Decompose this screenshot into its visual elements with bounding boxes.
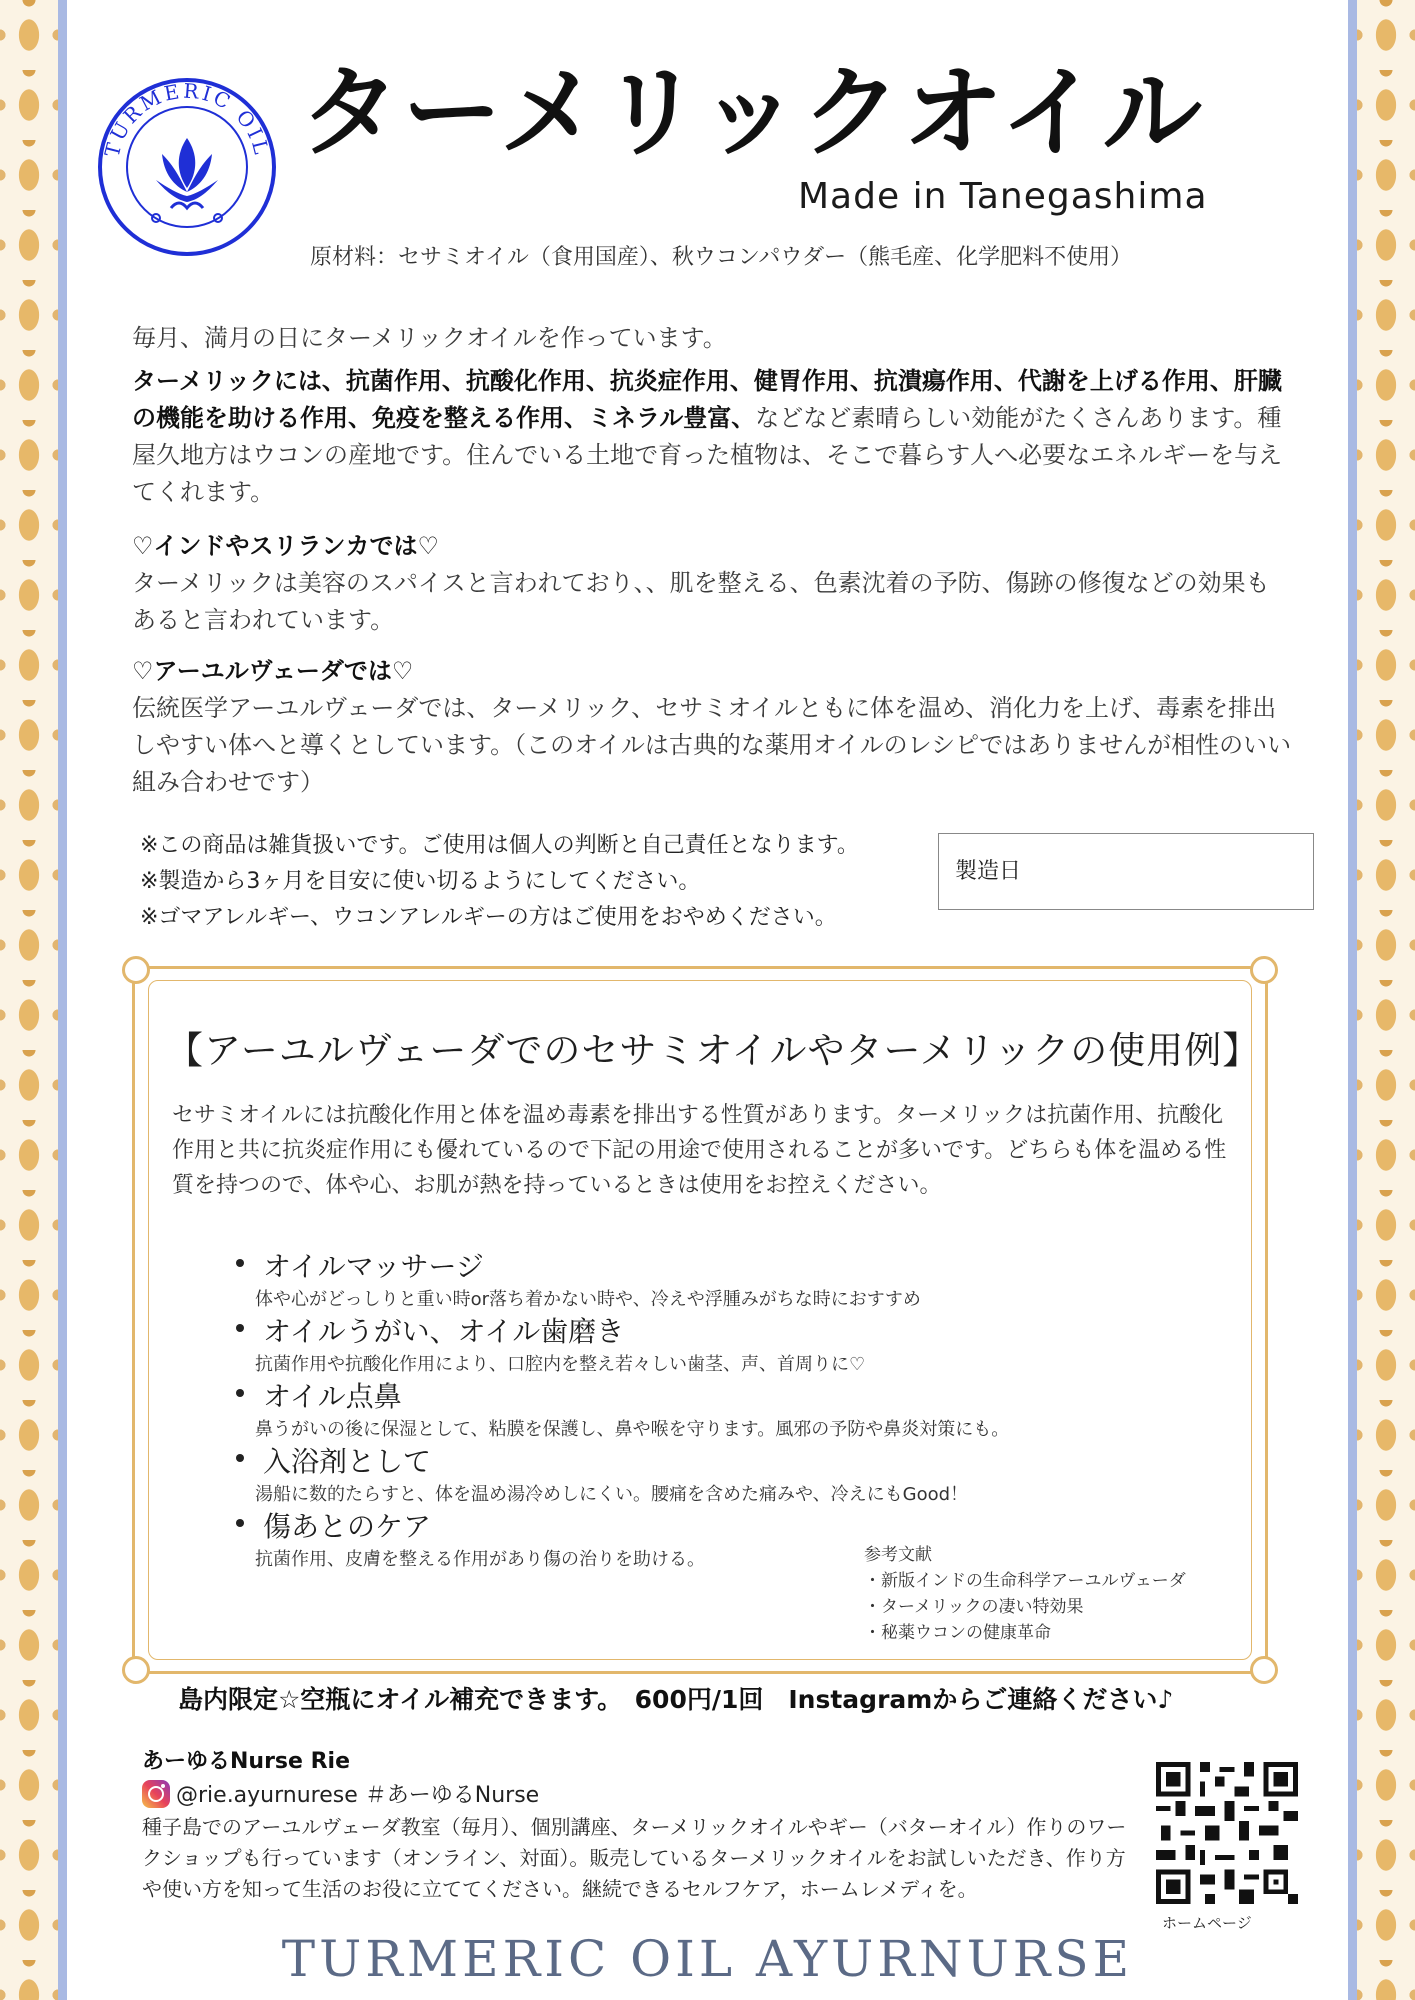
- intro-rest: などなど素晴らしい効能がたくさんあります。種屋久地方はウコンの産地です。住んでいる土地で育った植物は、そこで暮らす人へ必要なエネルギーを与えてくれます。: [132, 404, 1283, 506]
- bullet-icon: [236, 1259, 244, 1267]
- caution-note: ※この商品は雑貨扱いです。ご使用は個人の判断と自己責任となります。: [140, 833, 859, 858]
- caution-notes: [140, 828, 859, 936]
- india-section: [132, 528, 1292, 639]
- ingredients-line: 原材料：セサミオイル（食用国産）、秋ウコンパウダー（熊毛産、化学肥料不使用）: [310, 245, 1133, 270]
- author-name: あーゆるNurse Rie: [142, 1749, 351, 1774]
- svg-text:TURMERIC OIL: TURMERIC OIL: [99, 78, 275, 160]
- usage-item-title: 傷あとのケア: [263, 1510, 432, 1543]
- usage-intro-text: セサミオイルには抗酸化作用と体を温め毒素を排出する性質があります。ターメリックは抗菌作用、抗酸化作用と共に抗炎症作用にも優れているので下記の用途で使用されることが多いです。どちらも体を温める性質を持つので、体や心、お肌が熱を持っているときは使用をお控えください。: [172, 1103, 1227, 1198]
- list-item: [236, 1375, 1136, 1440]
- ayurveda-heading: ♡アーユルヴェーダでは♡: [132, 657, 414, 685]
- ayurveda-text: 伝統医学アーユルヴェーダでは、ターメリック、セサミオイルともに体を温め、消化力を上げ、毒素を排出しやすい体へと導くとしています。（このオイルは古典的な薬用オイルのレシピではありませんが相性のいい組み合わせです）: [132, 694, 1292, 796]
- usage-title: 【アーユルヴェーダでのセサミオイルやターメリックの使用例】: [166, 1029, 1261, 1072]
- instagram-handle[interactable]: @rie.ayurnurese ＃あーゆるNurse: [176, 1783, 540, 1808]
- usage-item-title: オイル点鼻: [263, 1380, 402, 1413]
- manufacture-date-box: 製造日: [938, 833, 1314, 910]
- frame-corner-ornament: [1250, 1656, 1278, 1684]
- brand-footer: TURMERIC OIL AYURNURSE: [281, 1930, 1134, 1988]
- references: [864, 1542, 1186, 1646]
- india-text: ターメリックは美容のスパイスと言われており、、肌を整える、色素沈着の予防、傷跡の修復などの効果もあると言われています。: [132, 569, 1270, 634]
- turmeric-oil-logo: [96, 76, 278, 258]
- homepage-qr-code[interactable]: [1156, 1762, 1298, 1904]
- right-blue-stripe: [1348, 0, 1357, 2000]
- intro-bold-effects: ターメリックには、抗菌作用、抗酸化作用、抗炎症作用、健胃作用、抗潰瘍作用、代謝を上げる作用、肝臓の機能を助ける作用、免疫を整える作用、ミネラル豊富、: [132, 367, 1282, 432]
- reference-item: ・秘薬ウコンの健康革命: [864, 1623, 1051, 1643]
- frame-corner-ornament: [122, 1656, 150, 1684]
- bullet-icon: [236, 1324, 244, 1332]
- qr-label: ホームページ: [1162, 1914, 1252, 1932]
- frame-corner-ornament: [122, 956, 150, 984]
- reference-item: ・ターメリックの凄い特効果: [864, 1597, 1084, 1617]
- usage-list: [236, 1245, 1136, 1570]
- instagram-row[interactable]: [142, 1778, 539, 1809]
- usage-item-desc: 抗菌作用、皮膚を整える作用があり傷の治りを助ける。: [255, 1549, 705, 1570]
- frame-corner-ornament: [1250, 956, 1278, 984]
- instagram-icon[interactable]: [142, 1780, 170, 1808]
- refill-notice: 島内限定☆空瓶にオイル補充できます。 600円/1回 Instagramからご連絡ください♪: [178, 1685, 1174, 1714]
- usage-item-desc: 鼻うがいの後に保湿として、粘膜を保護し、鼻や喉を守ります。風邪の予防や鼻炎対策にも。: [255, 1419, 1010, 1440]
- made-in-subtitle: Made in Tanegashima: [798, 176, 1208, 217]
- usage-item-desc: 湯船に数的たらすと、体を温め湯冷めしにくい。腰痛を含めた痛みや、冷えにもGood！: [255, 1484, 969, 1505]
- intro-paragraph: [132, 363, 1292, 511]
- caution-note: ※ゴマアレルギー、ウコンアレルギーの方はご使用をおやめください。: [140, 905, 837, 930]
- list-item: [236, 1245, 1136, 1310]
- left-ornament-border: [0, 0, 58, 2000]
- usage-item-title: 入浴剤として: [263, 1445, 432, 1478]
- reference-item: ・新版インドの生命科学アーユルヴェーダ: [864, 1571, 1186, 1591]
- bullet-icon: [236, 1519, 244, 1527]
- caution-note: ※製造から3ヶ月を目安に使い切るようにしてください。: [140, 869, 701, 894]
- right-ornament-border: [1357, 0, 1415, 2000]
- bullet-icon: [236, 1454, 244, 1462]
- page-title: ターメリックオイル: [300, 54, 1204, 171]
- usage-item-title: オイルマッサージ: [263, 1250, 484, 1283]
- intro-line: 毎月、満月の日にターメリックオイルを作っています。: [132, 324, 727, 352]
- india-heading: ♡インドやスリランカでは♡: [132, 532, 440, 560]
- references-title: 参考文献: [864, 1545, 932, 1565]
- list-item: [236, 1440, 1136, 1505]
- workshop-description: 種子島でのアーユルヴェーダ教室（毎月）、個別講座、ターメリックオイルやギー（バターオイル）作りのワークショップも行っています（オンライン、対面）。販売しているターメリックオイルをお試しいただき、作り方や使い方を知って生活のお役に立ててください。継続できるセルフケア，ホームレメディを。: [142, 1815, 1127, 1901]
- left-blue-stripe: [58, 0, 67, 2000]
- bullet-icon: [236, 1389, 244, 1397]
- list-item: [236, 1310, 1136, 1375]
- usage-item-title: オイルうがい、オイル歯磨き: [263, 1315, 625, 1348]
- usage-item-desc: 体や心がどっしりと重い時or落ち着かない時や、冷えや浮腫みがちな時におすすめ: [255, 1289, 921, 1310]
- usage-item-desc: 抗菌作用や抗酸化作用により、口腔内を整え若々しい歯茎、声、首周りに♡: [255, 1354, 866, 1375]
- ayurveda-section: [132, 653, 1292, 801]
